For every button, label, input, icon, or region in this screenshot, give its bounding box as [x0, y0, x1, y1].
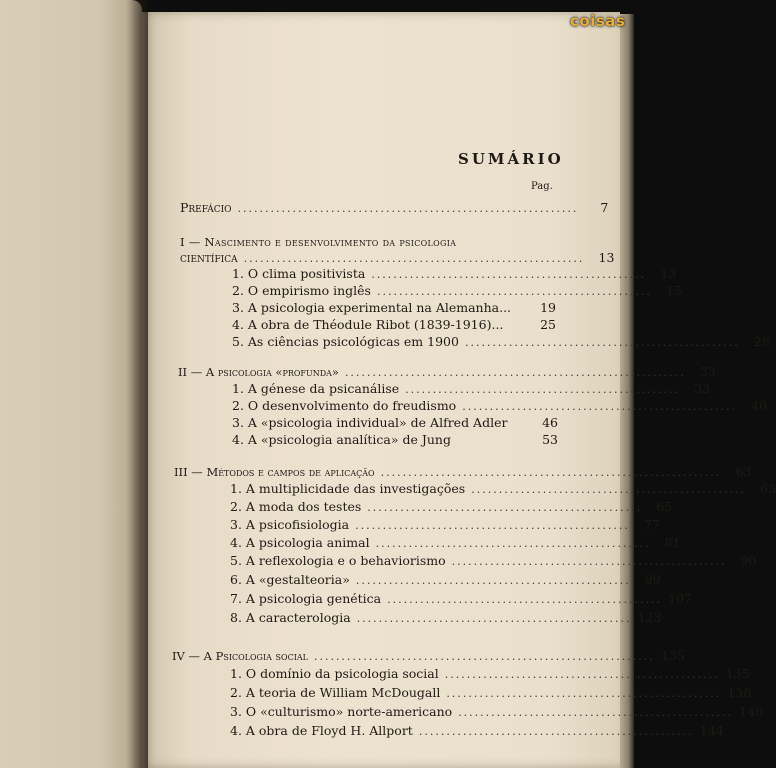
toc-label: III — Métodos e campos de aplicação	[174, 465, 375, 479]
toc-label: 1. O domínio da psicologia social	[230, 666, 439, 681]
toc-label: 8. A caracterologia	[230, 610, 351, 625]
toc-page: 123	[637, 610, 662, 625]
toc-label: 7. A psicologia genética	[230, 591, 382, 606]
toc-page: 19	[540, 300, 556, 315]
dot-leader: ..................................................	[446, 687, 722, 700]
toc-label: Prefácio	[180, 200, 232, 215]
toc-page: 33	[699, 364, 716, 379]
dot-leader: ..................................................	[471, 483, 747, 496]
toc-item	[230, 704, 764, 721]
toc-label: 5. A reflexologia e o behaviorismo	[230, 553, 446, 568]
toc-label: 4. A psicologia animal	[230, 535, 370, 550]
dot-leader: ..................................................	[387, 593, 662, 606]
left-page	[0, 0, 142, 768]
page-column-label: Pag.	[531, 181, 553, 192]
toc-page: 81	[664, 535, 681, 550]
toc-page: 77	[644, 517, 660, 532]
dot-leader: ..............................................................	[237, 202, 579, 215]
toc-label: 4. A «psicologia analítica» de Jung	[232, 432, 451, 447]
toc-page: 33	[694, 381, 710, 396]
dot-leader: ..................................................	[375, 537, 651, 550]
toc-item	[232, 300, 556, 316]
dot-leader: ..................................................	[376, 285, 652, 298]
toc-item	[230, 666, 750, 683]
chapter-heading-cont	[180, 250, 615, 267]
toc-item	[232, 283, 682, 300]
dot-leader: ..................................................	[458, 706, 734, 719]
toc-page: 13	[660, 266, 677, 281]
toc-page: 107	[668, 591, 692, 606]
toc-page: 13	[598, 250, 615, 265]
toc-page: 140	[739, 704, 764, 719]
dot-leader: ..............................................................	[380, 466, 722, 479]
toc-item	[230, 499, 673, 516]
toc-page: 40	[751, 398, 768, 413]
toc-item	[230, 517, 660, 534]
toc-item	[232, 398, 768, 415]
toc-page: 99	[644, 572, 661, 587]
toc-item	[232, 266, 677, 283]
toc-label: 5. As ciências psicológicas em 1900	[232, 334, 459, 349]
toc-label: 2. A moda dos testes	[230, 499, 362, 514]
toc-item	[232, 317, 556, 333]
toc-label: 1. A multiplicidade das investigações	[230, 481, 466, 496]
toc-label: 2. O empirismo inglês	[232, 283, 371, 298]
watermark-logo: coisas	[570, 12, 626, 30]
dot-leader: ..................................................	[405, 383, 680, 396]
toc-item	[230, 610, 662, 627]
dot-leader: ..................................................	[356, 612, 632, 625]
toc-item	[232, 381, 710, 398]
toc-label: 4. A obra de Floyd H. Allport	[230, 723, 413, 738]
toc-label: 3. O «culturismo» norte-americano	[230, 704, 453, 719]
toc-item	[230, 723, 724, 740]
toc-item	[230, 572, 661, 589]
toc-page: 46	[542, 415, 558, 430]
toc-label: IV — A Psicologia social	[172, 649, 308, 663]
toc-item	[230, 535, 681, 552]
toc-label: 3. A psicologia experimental na Alemanha...	[232, 300, 512, 315]
dot-leader: ..............................................................	[243, 252, 585, 265]
toc-page: 65	[656, 499, 673, 514]
toc-label: 4. A obra de Théodule Ribot (1839-1916)...	[232, 317, 504, 332]
dot-leader: ..................................................	[418, 725, 694, 738]
chapter-heading	[178, 364, 716, 381]
toc-page: 63	[735, 464, 752, 479]
toc-label: 1. A génese da psicanálise	[232, 381, 400, 396]
toc-page: 138	[727, 685, 752, 700]
toc-item	[232, 415, 558, 431]
dot-leader: ..................................................	[371, 268, 647, 281]
toc-item	[230, 591, 692, 608]
toc-label: II — A psicologia «profunda»	[178, 365, 339, 379]
toc-item	[230, 481, 776, 498]
dot-leader: ..............................................................	[313, 650, 655, 663]
dot-leader: ..................................................	[451, 555, 727, 568]
toc-page: 135	[725, 666, 750, 681]
book-gutter	[126, 0, 148, 768]
toc-page: 63	[760, 481, 776, 496]
chapter-heading	[172, 648, 685, 665]
toc-item	[230, 553, 757, 570]
dot-leader: ..................................................	[464, 336, 740, 349]
dot-leader: ..................................................	[367, 501, 643, 514]
toc-label: 3. A psicofisiologia	[230, 517, 350, 532]
toc-page: 28	[753, 334, 770, 349]
toc-item	[230, 685, 752, 702]
page-title: SUMÁRIO	[458, 150, 564, 168]
toc-page: 144	[699, 723, 724, 738]
toc-label: científica	[180, 250, 238, 265]
toc-page: 7	[600, 200, 609, 215]
toc-label: 2. O desenvolvimento do freudismo	[232, 398, 457, 413]
chapter-heading: I — Nascimento e desenvolvimento da psicologia	[180, 235, 457, 249]
dot-leader: ..............................................................	[344, 366, 686, 379]
chapter-heading	[174, 464, 752, 481]
toc-page: 90	[740, 553, 757, 568]
toc-page: 53	[542, 432, 558, 447]
dot-leader: ..................................................	[462, 400, 738, 413]
toc-item	[232, 432, 558, 448]
dot-leader: ..................................................	[355, 519, 630, 532]
toc-label: 3. A «psicologia individual» de Alfred Adler	[232, 415, 508, 430]
toc-label: 1. O clima positivista	[232, 266, 366, 281]
toc-label: 2. A teoria de William McDougall	[230, 685, 441, 700]
toc-page: 15	[665, 283, 682, 298]
dot-leader: ..................................................	[355, 574, 631, 587]
toc-page: 25	[540, 317, 556, 332]
dot-leader: ..................................................	[444, 668, 720, 681]
toc-preface	[180, 200, 609, 217]
toc-item	[232, 334, 770, 351]
toc-page: 135	[660, 648, 685, 663]
toc-label: 6. A «gestalteoria»	[230, 572, 350, 587]
